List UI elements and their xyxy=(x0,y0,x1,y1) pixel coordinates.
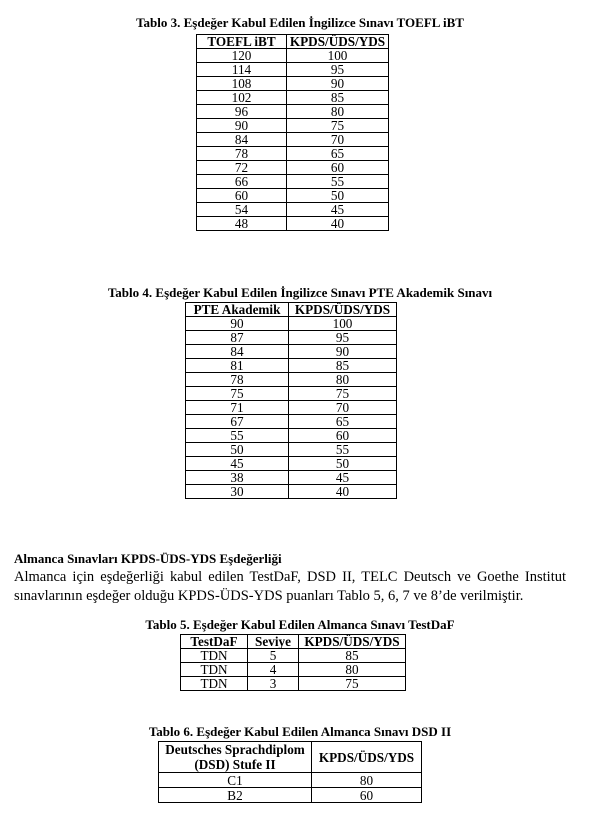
table-row xyxy=(186,485,397,499)
table-row xyxy=(197,217,389,231)
table-cell: 71 xyxy=(186,401,289,415)
table-cell: 100 xyxy=(289,317,397,331)
table-cell: 75 xyxy=(289,387,397,401)
table-cell: 54 xyxy=(197,203,287,217)
table-cell: 75 xyxy=(186,387,289,401)
table-header-row xyxy=(159,742,422,773)
column-header: KPDS/ÜDS/YDS xyxy=(312,742,422,773)
table-cell: 80 xyxy=(299,663,406,677)
table-row xyxy=(186,317,397,331)
table-cell: 60 xyxy=(197,189,287,203)
table-cell: 45 xyxy=(289,471,397,485)
table-cell: 50 xyxy=(186,443,289,457)
table-header-row xyxy=(197,35,389,49)
table-cell: 5 xyxy=(248,649,299,663)
table-cell: 40 xyxy=(287,217,389,231)
table-cell: 50 xyxy=(289,457,397,471)
table-cell: 55 xyxy=(186,429,289,443)
table-cell: 45 xyxy=(287,203,389,217)
table-cell: C1 xyxy=(159,773,312,788)
table-cell: 102 xyxy=(197,91,287,105)
table-4-pte xyxy=(185,302,397,499)
table-row xyxy=(197,77,389,91)
table-row xyxy=(186,401,397,415)
table-cell: 70 xyxy=(287,133,389,147)
table-cell: 95 xyxy=(287,63,389,77)
table-cell: 85 xyxy=(287,91,389,105)
table-row xyxy=(186,387,397,401)
table-cell: 45 xyxy=(186,457,289,471)
table-cell: 48 xyxy=(197,217,287,231)
column-header: KPDS/ÜDS/YDS xyxy=(287,35,389,49)
table-cell: 80 xyxy=(312,773,422,788)
column-header: KPDS/ÜDS/YDS xyxy=(299,635,406,649)
table-row xyxy=(186,373,397,387)
table-row xyxy=(197,161,389,175)
table-cell: 55 xyxy=(287,175,389,189)
table-cell: TDN xyxy=(181,663,248,677)
table-cell: 60 xyxy=(287,161,389,175)
table-row xyxy=(186,471,397,485)
table-row xyxy=(197,105,389,119)
section-paragraph: Almanca için eşdeğerliği kabul edilen TestDaF, DSD II, TELC Deutsch ve Goethe Institut sınavlarının eşdeğer olduğu KPDS-ÜDS-YDS puanları Tablo 5, 6, 7 ve 8’de verilmiştir. xyxy=(14,569,566,604)
table-3-caption: Tablo 3. Eşdeğer Kabul Edilen İngilizce Sınavı TOEFL iBT xyxy=(136,15,464,30)
table-cell: 38 xyxy=(186,471,289,485)
table-cell: 30 xyxy=(186,485,289,499)
table-cell: 90 xyxy=(287,77,389,91)
table-row xyxy=(186,443,397,457)
table-row xyxy=(197,91,389,105)
table-header-row xyxy=(181,635,406,649)
table-cell: 50 xyxy=(287,189,389,203)
table-6-dsd xyxy=(158,741,422,803)
column-header: KPDS/ÜDS/YDS xyxy=(289,303,397,317)
table-row xyxy=(159,773,422,788)
table-cell: 78 xyxy=(186,373,289,387)
column-header: PTE Akademik xyxy=(186,303,289,317)
table-cell: 67 xyxy=(186,415,289,429)
table-cell: 95 xyxy=(289,331,397,345)
table-cell: 72 xyxy=(197,161,287,175)
table-cell: 90 xyxy=(289,345,397,359)
table-cell: 90 xyxy=(186,317,289,331)
table-cell: 114 xyxy=(197,63,287,77)
table-cell: 78 xyxy=(197,147,287,161)
table-cell: 90 xyxy=(197,119,287,133)
table-row xyxy=(159,788,422,803)
table-row xyxy=(181,677,406,691)
table-3-toefl xyxy=(196,34,389,231)
table-row xyxy=(186,457,397,471)
table-row xyxy=(186,345,397,359)
table-cell: 55 xyxy=(289,443,397,457)
table-cell: 60 xyxy=(312,788,422,803)
table-header-row xyxy=(186,303,397,317)
table-cell: 85 xyxy=(289,359,397,373)
table-cell: 81 xyxy=(186,359,289,373)
table-cell: 85 xyxy=(299,649,406,663)
table-cell: 65 xyxy=(287,147,389,161)
table-cell: 96 xyxy=(197,105,287,119)
table-cell: TDN xyxy=(181,649,248,663)
table-cell: 80 xyxy=(287,105,389,119)
column-header: Deutsches Sprachdiplom (DSD) Stufe II xyxy=(159,742,312,773)
table-row xyxy=(197,49,389,63)
table-cell: 60 xyxy=(289,429,397,443)
table-5-caption: Tablo 5. Eşdeğer Kabul Edilen Almanca Sınavı TestDaF xyxy=(145,617,455,632)
table-cell: 3 xyxy=(248,677,299,691)
table-row xyxy=(197,133,389,147)
table-cell: 108 xyxy=(197,77,287,91)
table-row xyxy=(197,119,389,133)
table-cell: 70 xyxy=(289,401,397,415)
section-heading: Almanca Sınavları KPDS-ÜDS-YDS Eşdeğerliği xyxy=(14,551,282,566)
table-cell: 87 xyxy=(186,331,289,345)
table-row xyxy=(197,175,389,189)
table-row xyxy=(186,331,397,345)
table-cell: TDN xyxy=(181,677,248,691)
table-cell: 120 xyxy=(197,49,287,63)
table-cell: 40 xyxy=(289,485,397,499)
table-row xyxy=(197,147,389,161)
table-cell: 75 xyxy=(299,677,406,691)
table-row xyxy=(197,189,389,203)
table-row xyxy=(197,203,389,217)
table-cell: 4 xyxy=(248,663,299,677)
table-row xyxy=(181,663,406,677)
table-5-testdaf xyxy=(180,634,406,691)
table-row xyxy=(181,649,406,663)
table-cell: 75 xyxy=(287,119,389,133)
column-header: TOEFL iBT xyxy=(197,35,287,49)
table-cell: 80 xyxy=(289,373,397,387)
table-row xyxy=(186,359,397,373)
table-6-caption: Tablo 6. Eşdeğer Kabul Edilen Almanca Sınavı DSD II xyxy=(148,724,452,739)
table-cell: B2 xyxy=(159,788,312,803)
column-header: TestDaF xyxy=(181,635,248,649)
table-cell: 65 xyxy=(289,415,397,429)
table-4-caption: Tablo 4. Eşdeğer Kabul Edilen İngilizce Sınavı PTE Akademik Sınavı xyxy=(107,285,493,300)
table-cell: 66 xyxy=(197,175,287,189)
table-row xyxy=(186,415,397,429)
table-row xyxy=(186,429,397,443)
table-cell: 100 xyxy=(287,49,389,63)
table-cell: 84 xyxy=(197,133,287,147)
table-cell: 84 xyxy=(186,345,289,359)
table-row xyxy=(197,63,389,77)
column-header: Seviye xyxy=(248,635,299,649)
